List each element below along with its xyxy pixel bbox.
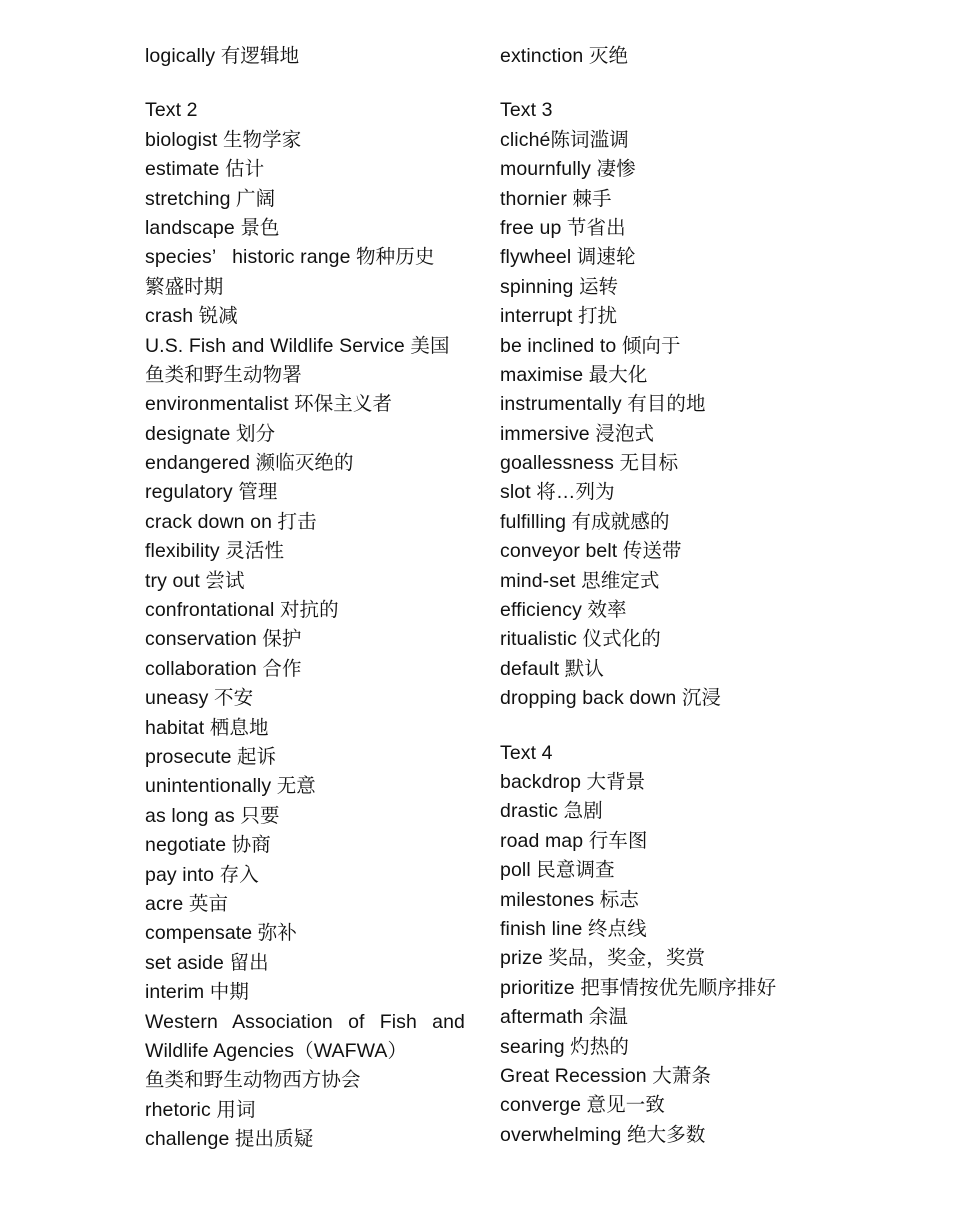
section-title-text-2: Text 2	[145, 99, 198, 122]
vocab-line: landscape 景色	[145, 216, 280, 239]
vocab-line: prize 奖品，奖金，奖赏	[500, 947, 706, 970]
vocab-line: thornier 棘手	[500, 187, 612, 210]
vocab-line: challenge 提出质疑	[145, 1128, 314, 1151]
vocab-line: goallessness 无目标	[500, 452, 679, 475]
vocab-line: confrontational 对抗的	[145, 599, 339, 622]
vocab-line: flexibility 灵活性	[145, 540, 285, 563]
vocab-line: logically 有逻辑地	[145, 45, 300, 67]
vocab-line: finish line 终点线	[500, 917, 647, 940]
vocab-line: slot 将…列为	[500, 481, 615, 504]
section-title-text-4: Text 4	[500, 741, 553, 764]
vocab-line-justified: Western Association of Fish and	[145, 1010, 465, 1033]
vocab-line: be inclined to 倾向于	[500, 334, 681, 357]
vocab-line: acre 英亩	[145, 892, 229, 915]
vocab-line: immersive 浸泡式	[500, 422, 655, 445]
vocab-line: prosecute 起诉	[145, 745, 277, 768]
section-gap	[500, 714, 830, 739]
vocab-line: free up 节省出	[500, 216, 626, 239]
vocab-line: cliché陈词滥调	[500, 128, 629, 151]
vocab-line: spinning 运转	[500, 275, 619, 298]
vocab-line: compensate 弥补	[145, 922, 297, 945]
vocab-line: conveyor belt 传送带	[500, 540, 682, 563]
vocab-line: extinction 灭绝	[500, 45, 629, 67]
section-gap	[500, 71, 830, 96]
vocab-line: habitat 栖息地	[145, 716, 269, 739]
vocab-line: conservation 保护	[145, 628, 302, 651]
vocab-line: drastic 急剧	[500, 800, 603, 823]
vocab-line: biologist 生物学家	[145, 128, 302, 151]
vocab-line: dropping back down 沉浸	[500, 687, 722, 710]
vocab-line: milestones 标志	[500, 888, 639, 911]
vocab-line: Wildlife Agencies（WAFWA）	[145, 1039, 408, 1062]
vocab-line: maximise 最大化	[500, 363, 648, 386]
vocab-line: 繁盛时期	[145, 275, 224, 298]
vocab-line: designate 划分	[145, 422, 276, 445]
vocab-line: regulatory 管理	[145, 481, 278, 504]
vocab-line: species’ historic range 物种历史	[145, 246, 435, 269]
vocab-line: collaboration 合作	[145, 657, 302, 680]
vocab-line: stretching 广阔	[145, 187, 276, 210]
vocab-line: negotiate 协商	[145, 834, 271, 857]
vocab-line: instrumentally 有目的地	[500, 393, 706, 416]
vocab-line: set aside 留出	[145, 951, 269, 974]
vocab-line: 鱼类和野生动物西方协会	[145, 1069, 361, 1092]
vocab-line: pay into 存入	[145, 863, 259, 886]
vocab-line: backdrop 大背景	[500, 770, 646, 793]
vocab-line: efficiency 效率	[500, 599, 627, 622]
vocab-line: converge 意见一致	[500, 1094, 665, 1117]
vocab-line: crash 锐减	[145, 305, 238, 328]
vocab-line: aftermath 余温	[500, 1006, 628, 1029]
vocab-line: overwhelming 绝大多数	[500, 1123, 706, 1146]
vocab-line: searing 灼热的	[500, 1035, 629, 1058]
section-title-text-3: Text 3	[500, 99, 553, 122]
vocab-line: estimate 估计	[145, 158, 265, 181]
section-gap	[145, 71, 475, 96]
vocab-line: crack down on 打击	[145, 510, 317, 533]
vocab-line: try out 尝试	[145, 569, 245, 592]
left-column	[145, 42, 475, 1154]
vocab-line: road map 行车图	[500, 829, 648, 852]
vocab-line: rhetoric 用词	[145, 1098, 256, 1121]
vocab-line: 鱼类和野生动物署	[145, 363, 302, 386]
vocab-line: mind-set 思维定式	[500, 569, 660, 592]
vocab-line: as long as 只要	[145, 804, 280, 827]
vocab-line: mournfully 凄惨	[500, 158, 636, 181]
vocab-line: poll 民意调查	[500, 859, 615, 882]
vocab-line: default 默认	[500, 657, 604, 680]
vocab-line: environmentalist 环保主义者	[145, 393, 393, 416]
right-column	[500, 42, 830, 1150]
vocab-line: U.S. Fish and Wildlife Service 美国	[145, 334, 450, 357]
vocab-line: flywheel 调速轮	[500, 246, 636, 269]
vocab-line: endangered 濒临灭绝的	[145, 452, 354, 475]
vocab-line: interim 中期	[145, 981, 249, 1004]
vocab-line: unintentionally 无意	[145, 775, 316, 798]
vocab-line: prioritize 把事情按优先顺序排好	[500, 976, 777, 999]
vocab-line: interrupt 打扰	[500, 305, 618, 328]
vocab-line	[145, 1008, 475, 1037]
vocab-line: Great Recession 大萧条	[500, 1064, 712, 1087]
vocab-line: ritualistic 仪式化的	[500, 628, 661, 651]
vocab-line: fulfilling 有成就感的	[500, 510, 670, 533]
vocab-line: uneasy 不安	[145, 687, 254, 710]
